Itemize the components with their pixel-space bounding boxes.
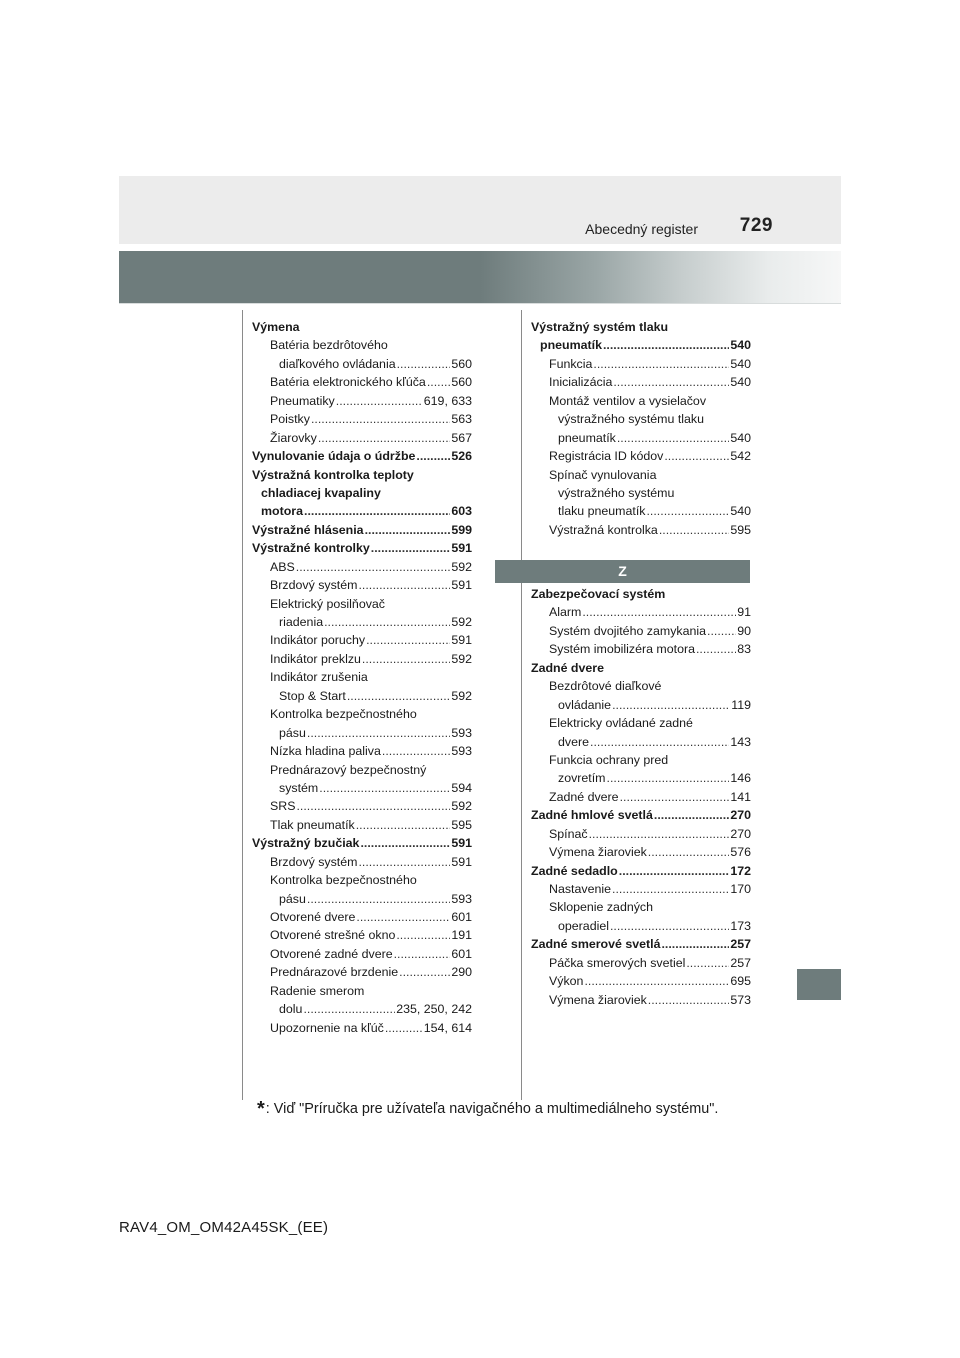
index-subentry: [252, 945, 472, 963]
dot-leader: [646, 502, 729, 520]
entry-page-ref: 591: [451, 541, 472, 556]
entry-page-ref: 601: [451, 946, 472, 961]
entry-text: Pneumatiky: [270, 393, 335, 408]
dot-leader: [324, 613, 450, 631]
entry-page-ref: 540: [730, 356, 751, 371]
entry-text: Indikátor zrušenia: [270, 670, 368, 685]
index-subentry: [531, 373, 751, 391]
entry-text: zovretím: [558, 771, 606, 786]
entry-text: systém: [279, 780, 319, 795]
entry-text: tlaku pneumatík: [558, 504, 646, 519]
index-subentry: [252, 761, 472, 779]
entry-text: Brzdový systém: [270, 578, 358, 593]
index-column-1: [252, 318, 472, 1037]
entry-page-ref: 591: [451, 578, 472, 593]
entry-text: Otvorené zadné dvere: [270, 946, 393, 961]
entry-text: dolu: [279, 1002, 303, 1017]
entry-text: Výkon: [549, 974, 584, 989]
entry-text: Bezdrôtové diaľkové: [549, 679, 662, 694]
dot-leader: [619, 862, 730, 880]
entry-page-ref: 592: [451, 799, 472, 814]
entry-text: Elektricky ovládané zadné: [549, 716, 693, 731]
entry-page-ref: 592: [451, 559, 472, 574]
index-subentry: [531, 392, 751, 410]
entry-page-ref: 143: [730, 734, 751, 749]
index-entry: [531, 935, 751, 953]
entry-text: Nastavenie: [549, 882, 611, 896]
entry-page-ref: 563: [451, 412, 472, 427]
footnote-text: : Viď "Príručka pre užívateľa navigačného a multimediálneho systému".: [265, 1101, 719, 1117]
entry-text: Elektrický posilňovač: [270, 596, 386, 611]
dot-leader: [607, 769, 730, 787]
entry-text: Spínač vynulovania: [549, 467, 657, 482]
entry-page-ref: 594: [451, 780, 472, 795]
footnote-asterisk: *: [257, 1098, 265, 1120]
dot-leader: [307, 890, 450, 908]
index-subentry: [252, 336, 472, 354]
index-subentry: [531, 954, 751, 972]
entry-text: Výstražné hlásenia: [252, 522, 364, 537]
dot-leader: [654, 806, 729, 824]
index-subentry: [531, 991, 751, 1009]
dot-leader: [385, 1019, 423, 1037]
document-code: RAV4_OM_OM42A45SK_(EE): [119, 1219, 329, 1236]
entry-page-ref: 619, 633: [423, 393, 472, 408]
index-subentry: [252, 982, 472, 1000]
dot-leader: [593, 355, 729, 373]
dot-leader: [311, 410, 450, 428]
index-entry: [252, 447, 472, 465]
entry-text: pneumatík: [540, 338, 602, 353]
entry-text: Brzdový systém: [270, 854, 358, 869]
entry-text: Zadné dvere: [549, 789, 619, 804]
dot-leader: [686, 954, 729, 972]
entry-page-ref: 599: [451, 522, 472, 537]
dot-leader: [336, 392, 423, 410]
index-subentry: [531, 898, 751, 916]
dot-leader: [648, 991, 730, 1009]
dot-leader: [358, 853, 450, 871]
index-column-2-top: [531, 318, 751, 539]
entry-text: Systém imobilizéra motora: [549, 642, 695, 657]
index-subentry: [252, 355, 472, 373]
index-entry: [252, 834, 472, 852]
index-subentry: [252, 742, 472, 760]
dot-leader: [307, 724, 450, 742]
entry-text: Inicializácia: [549, 375, 613, 390]
dot-leader: [613, 373, 729, 391]
dot-leader: [360, 834, 450, 852]
entry-page-ref: 592: [451, 651, 472, 666]
entry-page-ref: 173: [730, 918, 751, 933]
dot-leader: [617, 429, 729, 447]
dot-leader: [356, 908, 450, 926]
entry-text: Kontrolka bezpečnostného: [270, 707, 417, 722]
entry-page-ref: 591: [451, 633, 472, 648]
entry-page-ref: 695: [730, 974, 751, 989]
dot-leader: [382, 742, 450, 760]
index-subentry: [252, 1019, 472, 1037]
dot-leader: [707, 622, 736, 640]
entry-text: riadenia: [279, 615, 324, 629]
index-subentry: [252, 1000, 472, 1018]
dot-leader: [358, 576, 450, 594]
dot-leader: [318, 429, 450, 447]
index-subentry: [531, 429, 751, 447]
footnote: [257, 1098, 718, 1121]
entry-text: ovládanie: [558, 697, 612, 712]
index-column-2-bottom: [531, 585, 751, 1009]
entry-page-ref: 593: [451, 744, 472, 759]
entry-page-ref: 576: [730, 845, 751, 860]
index-subentry: [252, 797, 472, 815]
index-subentry: [531, 788, 751, 806]
entry-page-ref: 540: [730, 504, 751, 519]
header-band: [119, 251, 841, 303]
entry-text: Výstražná kontrolka teploty: [252, 467, 414, 482]
entry-page-ref: 257: [730, 937, 751, 952]
entry-text: Zadné hmlové svetlá: [531, 808, 653, 823]
dot-leader: [296, 797, 450, 815]
dot-leader: [603, 336, 729, 354]
entry-text: chladiacej kvapaliny: [261, 485, 381, 500]
index-subentry: [252, 410, 472, 428]
entry-text: pásu: [279, 725, 306, 740]
index-subentry: [252, 595, 472, 613]
dot-leader: [397, 355, 451, 373]
entry-page-ref: 591: [451, 836, 472, 851]
dot-leader: [356, 816, 451, 834]
index-subentry: [252, 650, 472, 668]
dot-leader: [303, 1000, 395, 1018]
dot-leader: [362, 650, 450, 668]
entry-text: Batéria elektronického kľúča: [270, 375, 426, 390]
index-subentry: [531, 622, 751, 640]
index-subentry: [252, 890, 472, 908]
dot-leader: [416, 447, 450, 465]
index-subentry: [531, 825, 751, 843]
entry-text: ABS: [270, 559, 295, 574]
entry-page-ref: 567: [451, 430, 472, 445]
entry-text: Funkcia ochrany pred: [549, 752, 669, 767]
index-subentry: [531, 751, 751, 769]
dot-leader: [696, 640, 736, 658]
entry-page-ref: 595: [730, 522, 751, 537]
entry-text: Výstražná kontrolka: [549, 522, 658, 537]
letter-heading-z: Z: [495, 560, 750, 583]
index-subentry: [252, 908, 472, 926]
entry-page-ref: 601: [451, 910, 472, 924]
index-subentry: [252, 668, 472, 686]
entry-page-ref: 542: [730, 449, 751, 464]
dot-leader: [366, 631, 450, 649]
index-subentry: [252, 705, 472, 723]
index-subentry: [252, 963, 472, 981]
index-subentry: [531, 677, 751, 695]
entry-page-ref: 119: [731, 697, 751, 712]
entry-text: pneumatík: [558, 430, 616, 445]
entry-text: Nízka hladina paliva: [270, 744, 381, 759]
entry-text: výstražného systému tlaku: [558, 412, 704, 427]
index-entry: [531, 659, 751, 677]
entry-page-ref: 593: [451, 725, 472, 740]
entry-page-ref: 172: [730, 863, 751, 878]
entry-page-ref: 592: [451, 615, 472, 629]
dot-leader: [365, 521, 451, 539]
index-subentry: [531, 603, 751, 621]
entry-text: Tlak pneumatík: [270, 817, 355, 832]
entry-text: Spínač: [549, 826, 588, 841]
index-subentry: [252, 558, 472, 576]
entry-page-ref: 154, 614: [423, 1020, 472, 1035]
index-subentry: [252, 429, 472, 447]
index-subentry: [252, 926, 472, 944]
dot-leader: [396, 926, 450, 944]
entry-page-ref: 146: [730, 771, 751, 786]
index-entry: [531, 585, 751, 603]
index-subentry: [252, 576, 472, 594]
entry-text: Poistky: [270, 412, 310, 427]
dot-leader: [590, 733, 729, 751]
index-subentry: [252, 871, 472, 889]
dot-leader: [296, 558, 451, 576]
entry-page-ref: 560: [451, 375, 472, 390]
entry-text: pásu: [279, 891, 306, 906]
entry-text: Registrácia ID kódov: [549, 449, 664, 464]
index-subentry: [531, 972, 751, 990]
index-subentry: [531, 410, 751, 428]
entry-text: Prednárazový bezpečnostný: [270, 762, 427, 777]
dot-leader: [582, 603, 736, 621]
dot-leader: [399, 963, 450, 981]
index-subentry: [531, 355, 751, 373]
entry-text: Alarm: [549, 605, 582, 620]
index-subentry: [252, 373, 472, 391]
header-band-divider: [119, 303, 841, 304]
dot-leader: [661, 935, 729, 953]
entry-page-ref: 235, 250, 242: [396, 1002, 472, 1017]
entry-text: Zabezpečovací systém: [531, 587, 666, 601]
index-subentry: [531, 466, 751, 484]
index-entry: [252, 318, 472, 336]
entry-text: Indikátor preklzu: [270, 651, 361, 666]
entry-page-ref: 170: [730, 882, 751, 896]
dot-leader: [319, 779, 450, 797]
entry-text: Žiarovky: [270, 430, 317, 445]
entry-text: Zadné dvere: [531, 660, 604, 675]
dot-leader: [612, 880, 729, 898]
dot-leader: [664, 447, 729, 465]
entry-text: Indikátor poruchy: [270, 633, 366, 648]
entry-text: Vynulovanie údaja o údržbe: [252, 449, 416, 464]
entry-text: Systém dvojitého zamykania: [549, 623, 707, 638]
index-subentry: [531, 640, 751, 658]
entry-text: Radenie smerom: [270, 983, 365, 998]
entry-page-ref: 141: [730, 789, 751, 804]
entry-text: Zadné smerové svetlá: [531, 937, 661, 952]
index-subentry: [531, 696, 751, 714]
entry-text: Výstražné kontrolky: [252, 541, 370, 556]
entry-text: výstražného systému: [558, 485, 675, 500]
dot-leader: [304, 502, 450, 520]
index-subentry: [252, 816, 472, 834]
entry-text: Upozornenie na kľúč: [270, 1020, 384, 1035]
entry-page-ref: 91: [737, 605, 751, 620]
index-entry: [252, 539, 472, 557]
index-subentry: [252, 853, 472, 871]
entry-text: Kontrolka bezpečnostného: [270, 873, 417, 888]
entry-page-ref: 591: [451, 854, 472, 869]
entry-text: Batéria bezdrôtového: [270, 338, 388, 353]
index-subentry: [252, 724, 472, 742]
dot-leader: [659, 521, 730, 539]
entry-page-ref: 603: [451, 504, 472, 519]
entry-page-ref: 290: [451, 965, 472, 980]
dot-leader: [648, 843, 730, 861]
dot-leader: [427, 373, 450, 391]
entry-page-ref: 270: [730, 808, 751, 823]
index-entry: [531, 318, 751, 336]
entry-text: Otvorené dvere: [270, 910, 356, 924]
entry-page-ref: 270: [730, 826, 751, 841]
index-entry: [252, 466, 472, 484]
section-title: Abecedný register: [585, 221, 698, 237]
entry-text: Prednárazové brzdenie: [270, 965, 399, 980]
index-subentry: [252, 631, 472, 649]
entry-text: dvere: [558, 734, 589, 749]
entry-text: Výmena žiaroviek: [549, 992, 647, 1007]
index-subentry: [531, 521, 751, 539]
entry-text: Výstražný bzučiak: [252, 836, 360, 851]
entry-page-ref: 560: [451, 356, 472, 371]
dot-leader: [620, 788, 730, 806]
entry-text: SRS: [270, 799, 296, 814]
index-subentry: [252, 687, 472, 705]
index-subentry: [531, 484, 751, 502]
entry-text: Páčka smerových svetiel: [549, 955, 686, 970]
entry-page-ref: 90: [737, 623, 751, 638]
entry-text: Funkcia: [549, 356, 593, 371]
entry-page-ref: 257: [730, 955, 751, 970]
entry-text: Sklopenie zadných: [549, 900, 654, 915]
entry-page-ref: 593: [451, 891, 472, 906]
column-divider-middle: [521, 310, 522, 1100]
entry-page-ref: 540: [730, 375, 751, 390]
chapter-thumb-tab: [797, 969, 841, 1000]
entry-text: operadiel: [558, 918, 609, 933]
column-divider-left: [242, 310, 243, 1100]
entry-text: Otvorené strešné okno: [270, 928, 396, 943]
entry-page-ref: 526: [451, 449, 472, 464]
index-entry: [252, 521, 472, 539]
entry-text: Zadné sedadlo: [531, 863, 618, 878]
dot-leader: [584, 972, 729, 990]
entry-text: motora: [261, 504, 303, 519]
index-subentry: [252, 613, 472, 631]
header-box: [119, 176, 841, 244]
entry-page-ref: 595: [451, 817, 472, 832]
dot-leader: [394, 945, 451, 963]
index-subentry: [252, 392, 472, 410]
entry-text: Montáž ventilov a vysielačov: [549, 393, 707, 408]
index-subentry: [252, 779, 472, 797]
entry-text: Výmena žiaroviek: [549, 845, 647, 860]
dot-leader: [347, 687, 451, 705]
index-subentry: [531, 714, 751, 732]
index-subentry: [531, 336, 751, 354]
dot-leader: [612, 696, 730, 714]
index-subentry: [252, 502, 472, 520]
entry-text: Výstražný systém tlaku: [531, 320, 669, 334]
index-entry: [531, 806, 751, 824]
index-subentry: [531, 769, 751, 787]
entry-page-ref: 592: [451, 688, 472, 703]
index-subentry: [531, 502, 751, 520]
dot-leader: [610, 917, 729, 935]
entry-page-ref: 573: [730, 992, 751, 1007]
index-subentry: [531, 880, 751, 898]
entry-page-ref: 540: [730, 338, 751, 353]
index-subentry: [252, 484, 472, 502]
dot-leader: [371, 539, 451, 557]
entry-page-ref: 540: [730, 430, 751, 445]
index-subentry: [531, 733, 751, 751]
entry-text: diaľkového ovládania: [279, 356, 396, 371]
index-subentry: [531, 843, 751, 861]
index-entry: [531, 862, 751, 880]
page-number: 729: [739, 215, 773, 236]
entry-text: Stop & Start: [279, 688, 346, 703]
entry-page-ref: 83: [737, 642, 751, 657]
dot-leader: [589, 825, 730, 843]
entry-page-ref: 191: [451, 928, 472, 943]
index-subentry: [531, 917, 751, 935]
index-subentry: [531, 447, 751, 465]
entry-text: Výmena: [252, 320, 300, 334]
